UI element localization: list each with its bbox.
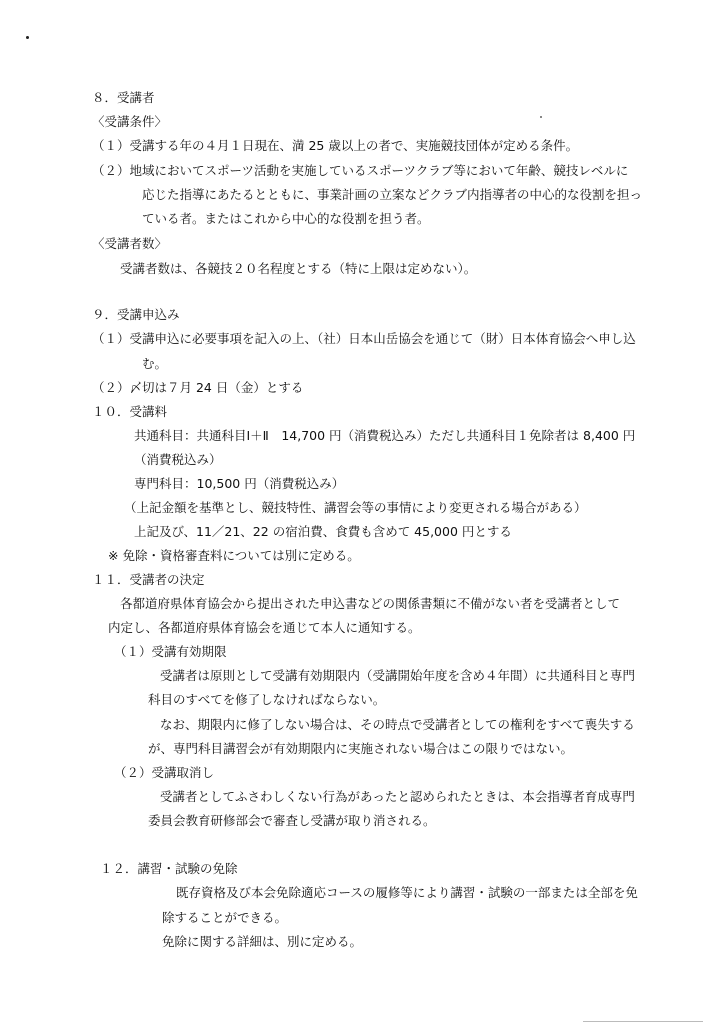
section-9-heading: ９．受講申込み (92, 307, 180, 322)
condition-2-cont: 応じた指導にあたるとともに、事業計画の立案などクラブ内指導者の中心的な役割を担っ (142, 187, 643, 202)
subheading-count: 〈受講者数〉 (92, 236, 168, 251)
exemption-details: 免除に関する詳細は、別に定める。 (162, 934, 363, 949)
exemption-text-cont: 除することができる。 (162, 910, 288, 925)
application-2: （２）〆切は７月 24 日（金）とする (92, 380, 304, 395)
section-8-heading: ８．受講者 (92, 90, 155, 105)
condition-1: （１）受講する年の４月１日現在、満 25 歳以上の者で、実施競技団体が定める条件。 (92, 138, 579, 153)
application-1-cont: む。 (142, 356, 168, 371)
cancellation-heading: （２）受講取消し (114, 765, 215, 780)
fee-total: 上記及び、11／21、22 の宿泊費、食費も含めて 45,000 円とする (134, 524, 512, 539)
fee-note: （上記金額を基準とし、競技特性、講習会等の事情により変更される場合がある） (124, 500, 587, 515)
section-12-heading: １２．講習・試験の免除 (100, 861, 238, 876)
fee-common: 共通科目：共通科目Ⅰ＋Ⅱ 14,700 円（消費税込み）ただし共通科目１免除者は 8,400 円 (134, 428, 636, 443)
validity-text-cont: 科目のすべてを修了しなければならない。 (148, 692, 386, 707)
decision-text-cont: 内定し、各都道府県体育協会を通じて本人に通知する。 (108, 620, 421, 635)
validity-text-2: なお、期限内に修了しない場合は、その時点で受講者としての権利をすべて喪失する (160, 717, 635, 732)
fee-common-cont: （消費税込み） (134, 452, 222, 467)
validity-text: 受講者は原則として受講有効期限内（受講開始年度を含め４年間）に共通科目と専門 (160, 668, 636, 683)
count-text: 受講者数は、各競技２０名程度とする（特に上限は定めない）。 (120, 261, 477, 276)
section-10-heading: １０．受講料 (92, 404, 168, 419)
validity-heading: （１）受講有効期限 (114, 644, 227, 659)
fee-specialty: 専門科目：10,500 円（消費税込み） (134, 476, 345, 491)
fee-exemption-note: ※ 免除・資格審査料については別に定める。 (108, 548, 360, 563)
scan-speck (540, 116, 542, 118)
scan-edge-line (583, 1021, 703, 1022)
cancellation-text-cont: 委員会教育研修部会で審査し受講が取り消される。 (148, 813, 436, 828)
exemption-text: 既存資格及び本会免除適応コースの履修等により講習・試験の一部または全部を免 (176, 885, 638, 900)
validity-text-2-cont: が、専門科目講習会が有効期限内に実施されない場合はこの限りではない。 (148, 741, 574, 756)
decision-text: 各都道府県体育協会から提出された申込書などの関係書類に不備がない者を受講者として (120, 596, 621, 611)
application-1: （１）受講申込に必要事項を記入の上、（社）日本山岳協会を通じて（財）日本体育協会へ申し込 (92, 331, 636, 346)
condition-2-cont: ている者。またはこれから中心的な役割を担う者。 (142, 211, 430, 226)
condition-2: （２）地域においてスポーツ活動を実施しているスポーツクラブ等において年齢、競技レベルに (92, 163, 629, 178)
section-11-heading: １１．受講者の決定 (92, 572, 205, 587)
scan-speck (26, 36, 29, 39)
subheading-conditions: 〈受講条件〉 (92, 114, 168, 129)
cancellation-text: 受講者としてふさわしくない行為があったと認められたときは、本会指導者育成専門 (160, 789, 635, 804)
